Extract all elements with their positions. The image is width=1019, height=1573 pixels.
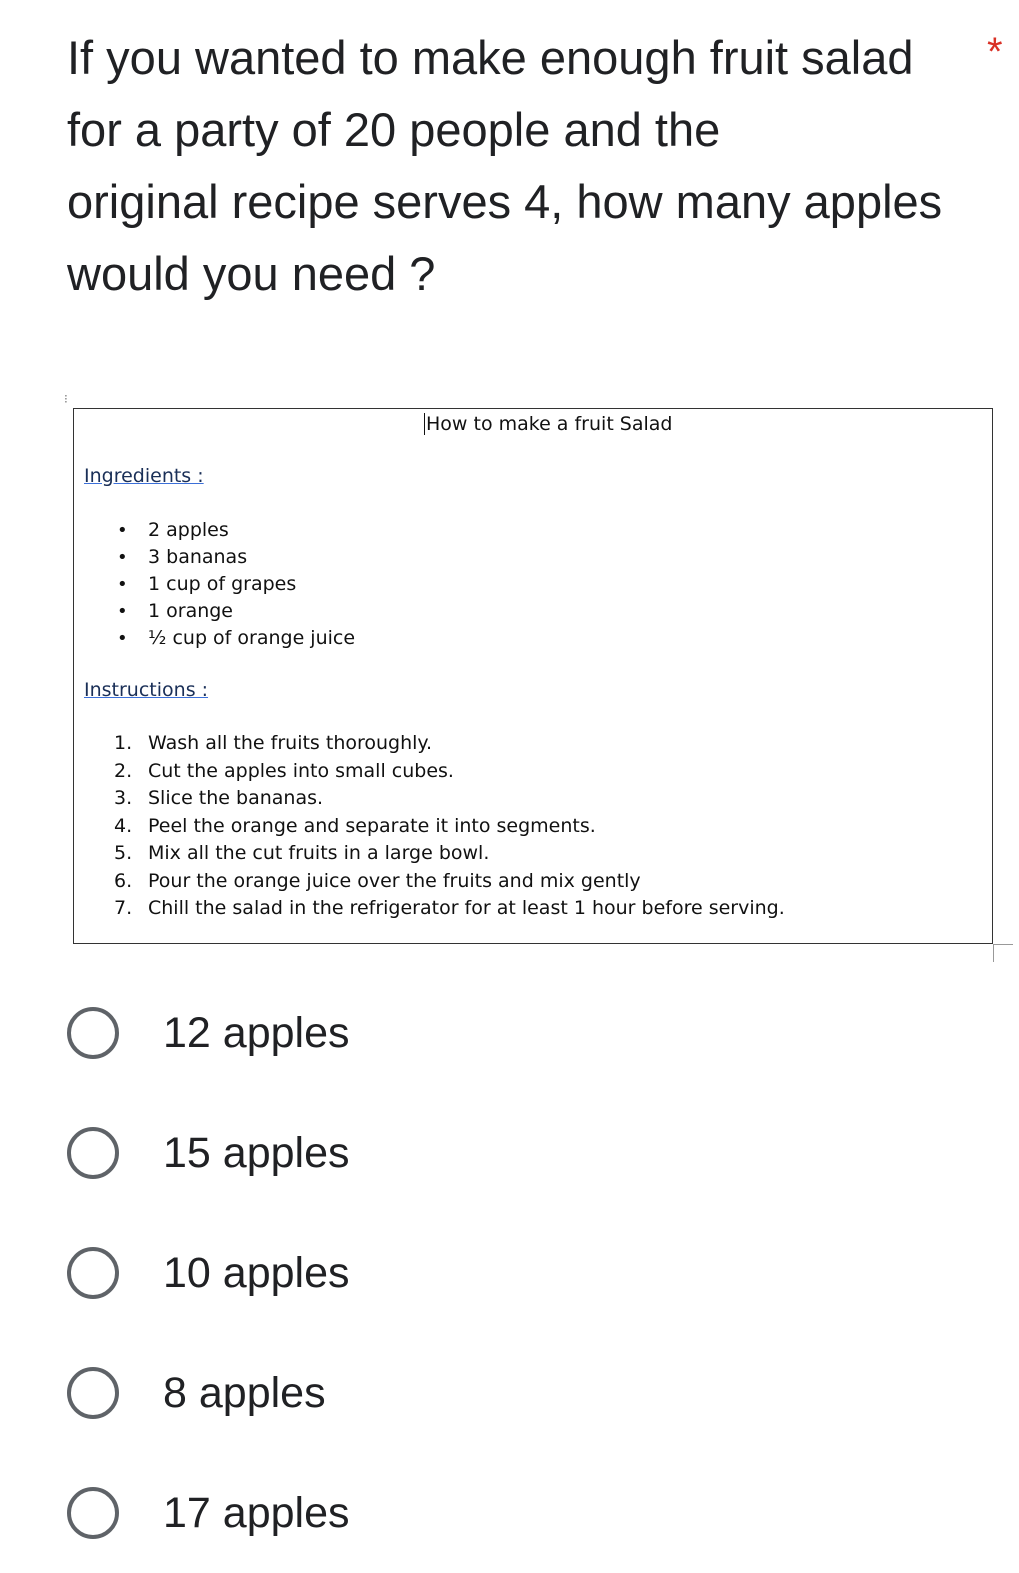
- recipe-title: How to make a fruit Salad: [426, 413, 673, 435]
- ingredient-text: ½ cup of orange juice: [148, 627, 356, 649]
- step-text: Pour the orange juice over the fruits and mix gently: [148, 869, 641, 892]
- option-label[interactable]: 12 apples: [163, 1008, 350, 1057]
- option-12-apples[interactable]: [67, 1003, 350, 1063]
- bullet-icon: •: [117, 547, 128, 568]
- step-number: 7.: [114, 897, 133, 919]
- step-number: 4.: [114, 814, 133, 837]
- instructions-list: [114, 730, 785, 923]
- option-label[interactable]: 8 apples: [163, 1368, 326, 1417]
- question-line: If you wanted to make enough fruit salad: [67, 31, 914, 84]
- question-text: [67, 22, 967, 310]
- recipe-image: [73, 408, 993, 944]
- instruction-step: [114, 813, 785, 841]
- step-number: 1.: [114, 732, 133, 754]
- ingredients-heading: Ingredients :: [84, 465, 204, 487]
- radio-button-icon[interactable]: [67, 1367, 119, 1419]
- bullet-icon: •: [117, 520, 128, 541]
- option-10-apples[interactable]: [67, 1243, 350, 1303]
- step-number: 2.: [114, 759, 133, 782]
- step-number: 5.: [114, 842, 133, 864]
- instruction-step: [114, 758, 785, 786]
- ingredient-item: [114, 571, 355, 598]
- ingredient-item: [114, 517, 355, 544]
- radio-button-icon[interactable]: [67, 1127, 119, 1179]
- radio-button-icon[interactable]: [67, 1007, 119, 1059]
- ingredient-text: 1 orange: [148, 600, 233, 622]
- bullet-icon: •: [117, 574, 128, 595]
- ingredient-text: 3 bananas: [148, 546, 248, 568]
- question-line: for a party of 20 people and the: [67, 103, 721, 156]
- option-15-apples[interactable]: [67, 1123, 350, 1183]
- step-number: 6.: [114, 869, 133, 892]
- option-label[interactable]: 15 apples: [163, 1128, 350, 1177]
- instruction-step: [114, 785, 785, 813]
- ingredient-text: 2 apples: [148, 519, 229, 541]
- instructions-heading: Instructions :: [84, 679, 209, 701]
- option-label[interactable]: 17 apples: [163, 1488, 350, 1537]
- option-label[interactable]: 10 apples: [163, 1248, 350, 1297]
- required-asterisk: *: [987, 30, 1003, 74]
- instruction-step: [114, 868, 785, 896]
- step-text: Wash all the fruits thoroughly.: [148, 732, 432, 754]
- bullet-icon: •: [117, 601, 128, 622]
- step-text: Slice the bananas.: [148, 787, 324, 809]
- question-line: would you need ?: [67, 247, 436, 300]
- instruction-step: [114, 895, 785, 923]
- radio-button-icon[interactable]: [67, 1487, 119, 1539]
- ingredients-list: [114, 517, 355, 652]
- instruction-step: [114, 840, 785, 868]
- image-corner-mark: ⁝: [64, 392, 68, 406]
- radio-button-icon[interactable]: [67, 1247, 119, 1299]
- step-text: Chill the salad in the refrigerator for at least 1 hour before serving.: [148, 897, 785, 919]
- question-line: original recipe serves 4, how many apples: [67, 175, 943, 228]
- ingredient-item: [114, 625, 355, 652]
- option-17-apples[interactable]: [67, 1483, 350, 1543]
- step-number: 3.: [114, 787, 133, 809]
- ingredient-text: 1 cup of grapes: [148, 573, 297, 595]
- option-8-apples[interactable]: [67, 1363, 326, 1423]
- image-resize-corner: [993, 944, 1013, 962]
- step-text: Cut the apples into small cubes.: [148, 759, 454, 782]
- ingredient-item: [114, 598, 355, 625]
- instruction-step: [114, 730, 785, 758]
- step-text: Mix all the cut fruits in a large bowl.: [148, 842, 490, 864]
- step-text: Peel the orange and separate it into segments.: [148, 814, 596, 837]
- bullet-icon: •: [117, 628, 128, 649]
- ingredient-item: [114, 544, 355, 571]
